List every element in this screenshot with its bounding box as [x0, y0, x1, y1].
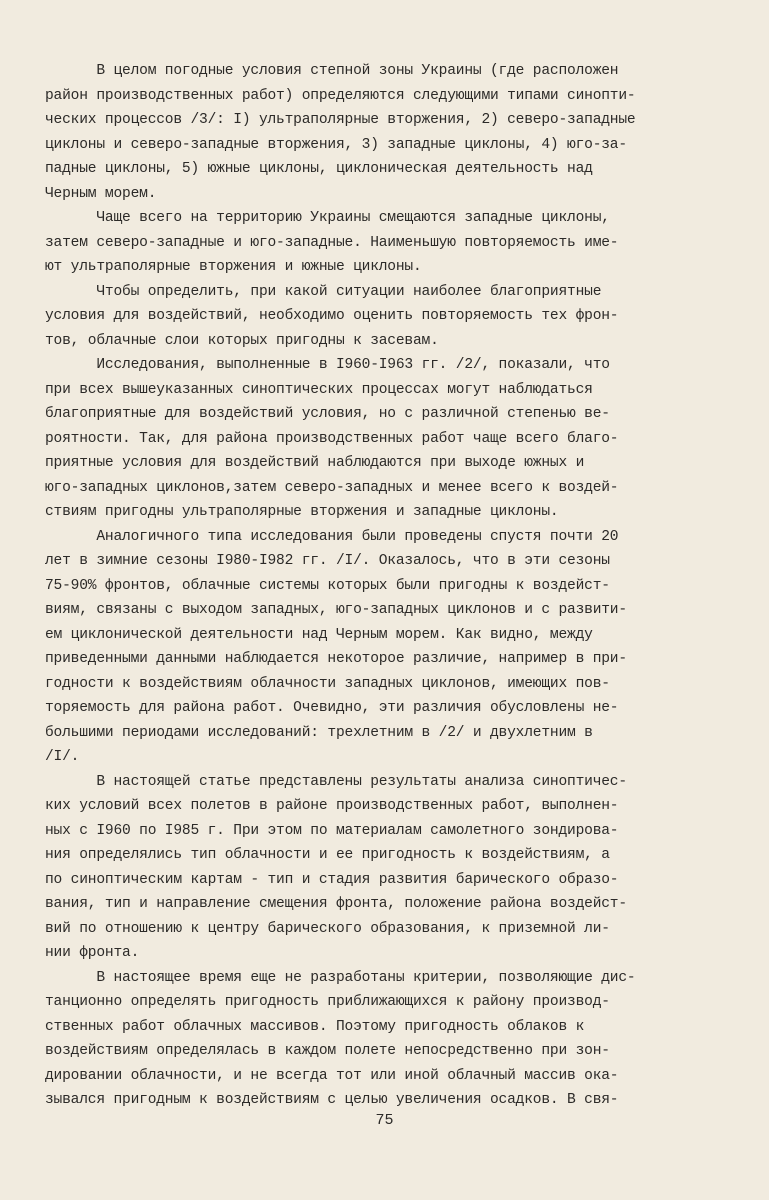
- text-line: ния определялись тип облачности и ее пригодность к воздействиям, а: [45, 847, 610, 863]
- text-line: воздействиям определялась в каждом полете непосредственно при зон-: [45, 1043, 610, 1059]
- text-line: по синоптическим картам - тип и стадия развития барического образо-: [45, 871, 619, 888]
- text-line: 75-90% фронтов, облачные системы которых были пригодны к воздейст-: [45, 577, 610, 594]
- text-line: затем северо-западные и юго-западные. Наименьшую повторяемость име-: [45, 234, 619, 251]
- text-line: В настоящее время еще не разработаны критерии, позволяющие дис-: [45, 969, 636, 986]
- text-line: ственных работ облачных массивов. Поэтому пригодность облаков к: [45, 1018, 585, 1035]
- text-line: ных с I960 по I985 г. При этом по материалам самолетного зондирова-: [45, 822, 619, 839]
- text-line: лет в зимние сезоны I980-I982 гг. /I/. Оказалось, что в эти сезоны: [45, 553, 610, 569]
- text-line: роятности. Так, для района производственных работ чаще всего благо-: [45, 430, 619, 447]
- text-line: танционно определять пригодность приближающихся к району производ-: [45, 994, 610, 1010]
- text-line: тов, облачные слои которых пригодны к засевам.: [45, 332, 439, 349]
- text-line: ют ультраполярные вторжения и южные циклоны.: [45, 259, 422, 275]
- text-line: Аналогичного типа исследования были проведены спустя почти 20: [45, 528, 619, 545]
- text-line: условия для воздействий, необходимо оценить повторяемость тех фрон-: [45, 308, 619, 324]
- text-line: дировании облачности, и не всегда тот или иной облачный массив ока-: [45, 1067, 619, 1084]
- text-line: ческих процессов /3/: I) ультраполярные вторжения, 2) северо-западные: [45, 112, 636, 128]
- text-line: В целом погодные условия степной зоны Украины (где расположен: [45, 63, 619, 79]
- text-line: Чтобы определить, при какой ситуации наиболее благоприятные: [45, 283, 602, 300]
- text-line: нии фронта.: [45, 945, 140, 961]
- text-line: /I/.: [45, 749, 80, 765]
- body-text: [45, 59, 705, 1113]
- text-line: приведенными данными наблюдается некоторое различие, например в при-: [45, 651, 627, 667]
- text-line: зывался пригодным к воздействиям с целью увеличения осадков. В свя-: [45, 1092, 619, 1108]
- text-line: В настоящей статье представлены результаты анализа синоптичес-: [45, 773, 627, 790]
- text-line: Исследования, выполненные в I960-I963 гг. /2/, показали, что: [45, 357, 610, 373]
- text-line: юго-западных циклонов,затем северо-западных и менее всего к воздей-: [45, 479, 619, 496]
- text-line: падные циклоны, 5) южные циклоны, циклоническая деятельность над: [45, 161, 593, 177]
- text-line: Черным морем.: [45, 185, 157, 202]
- text-line: годности к воздействиям облачности западных циклонов, имеющих пов-: [45, 675, 610, 692]
- text-line: вий по отношению к центру барического образования, к приземной ли-: [45, 920, 610, 937]
- text-line: район производственных работ) определяются следующими типами синопти-: [45, 87, 636, 104]
- text-line: циклоны и северо-западные вторжения, 3) западные циклоны, 4) юго-за-: [45, 136, 627, 153]
- text-line: большими периодами исследований: трехлетним в /2/ и двухлетним в: [45, 724, 593, 741]
- text-line: благоприятные для воздействий условия, но с различной степенью ве-: [45, 406, 610, 422]
- text-line: торяемость для района работ. Очевидно, эти различия обусловлены не-: [45, 700, 619, 716]
- text-line: ем циклонической деятельности над Черным морем. Как видно, между: [45, 626, 593, 643]
- text-line: приятные условия для воздействий наблюдаются при выходе южных и: [45, 455, 585, 471]
- text-line: ствиям пригодны ультраполярные вторжения и западные циклоны.: [45, 504, 559, 520]
- text-line: ких условий всех полетов в районе производственных работ, выполнен-: [45, 798, 619, 814]
- text-line: Чаще всего на территорию Украины смещаются западные циклоны,: [45, 210, 610, 226]
- text-line: вания, тип и направление смещения фронта, положение района воздейст-: [45, 896, 627, 912]
- text-line: виям, связаны с выходом западных, юго-западных циклонов и с развити-: [45, 602, 627, 618]
- text-line: при всех вышеуказанных синоптических процессах могут наблюдаться: [45, 381, 593, 398]
- page-number: 75: [375, 1112, 394, 1129]
